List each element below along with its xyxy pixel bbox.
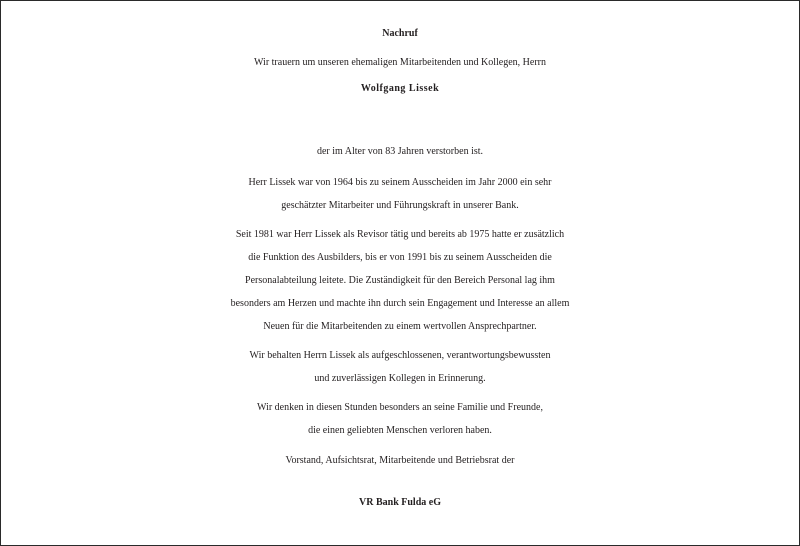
paragraph-2-line: besonders am Herzen und machte ihn durch sein Engagement und Interesse an allem xyxy=(230,298,570,309)
notice-heading: Nachruf xyxy=(382,28,418,39)
intro-line: Wir trauern um unseren ehemaligen Mitarbeitenden und Kollegen, Herrn xyxy=(254,57,546,68)
paragraph-3-line: Wir behalten Herrn Lissek als aufgeschlossenen, verantwortungsbewussten xyxy=(249,350,551,361)
paragraph-1-line: geschätzter Mitarbeiter und Führungskraft in unserer Bank. xyxy=(281,200,519,211)
company-name: VR Bank Fulda eG xyxy=(359,497,441,508)
paragraph-2-line: die Funktion des Ausbilders, bis er von 1991 bis zu seinem Ausscheiden die xyxy=(248,252,552,263)
paragraph-2-line: Neuen für die Mitarbeitenden zu einem wertvollen Ansprechpartner. xyxy=(263,321,537,332)
signatories-line: Vorstand, Aufsichtsrat, Mitarbeitende und Betriebsrat der xyxy=(285,455,515,466)
paragraph-4-line: Wir denken in diesen Stunden besonders an seine Familie und Freunde, xyxy=(257,402,543,413)
paragraph-3-line: und zuverlässigen Kollegen in Erinnerung. xyxy=(314,373,486,384)
paragraph-1-line: Herr Lissek war von 1964 bis zu seinem Ausscheiden im Jahr 2000 ein sehr xyxy=(248,177,552,188)
paragraph-2-line: Seit 1981 war Herr Lissek als Revisor tätig und bereits ab 1975 hatte er zusätzlich xyxy=(235,229,565,240)
paragraph-2-line: Personalabteilung leitete. Die Zuständigkeit für den Bereich Personal lag ihm xyxy=(245,275,555,286)
age-line: der im Alter von 83 Jahren verstorben ist. xyxy=(316,146,484,157)
deceased-name: Wolfgang Lissek xyxy=(360,83,440,94)
paragraph-4-line: die einen geliebten Menschen verloren haben. xyxy=(308,425,492,436)
